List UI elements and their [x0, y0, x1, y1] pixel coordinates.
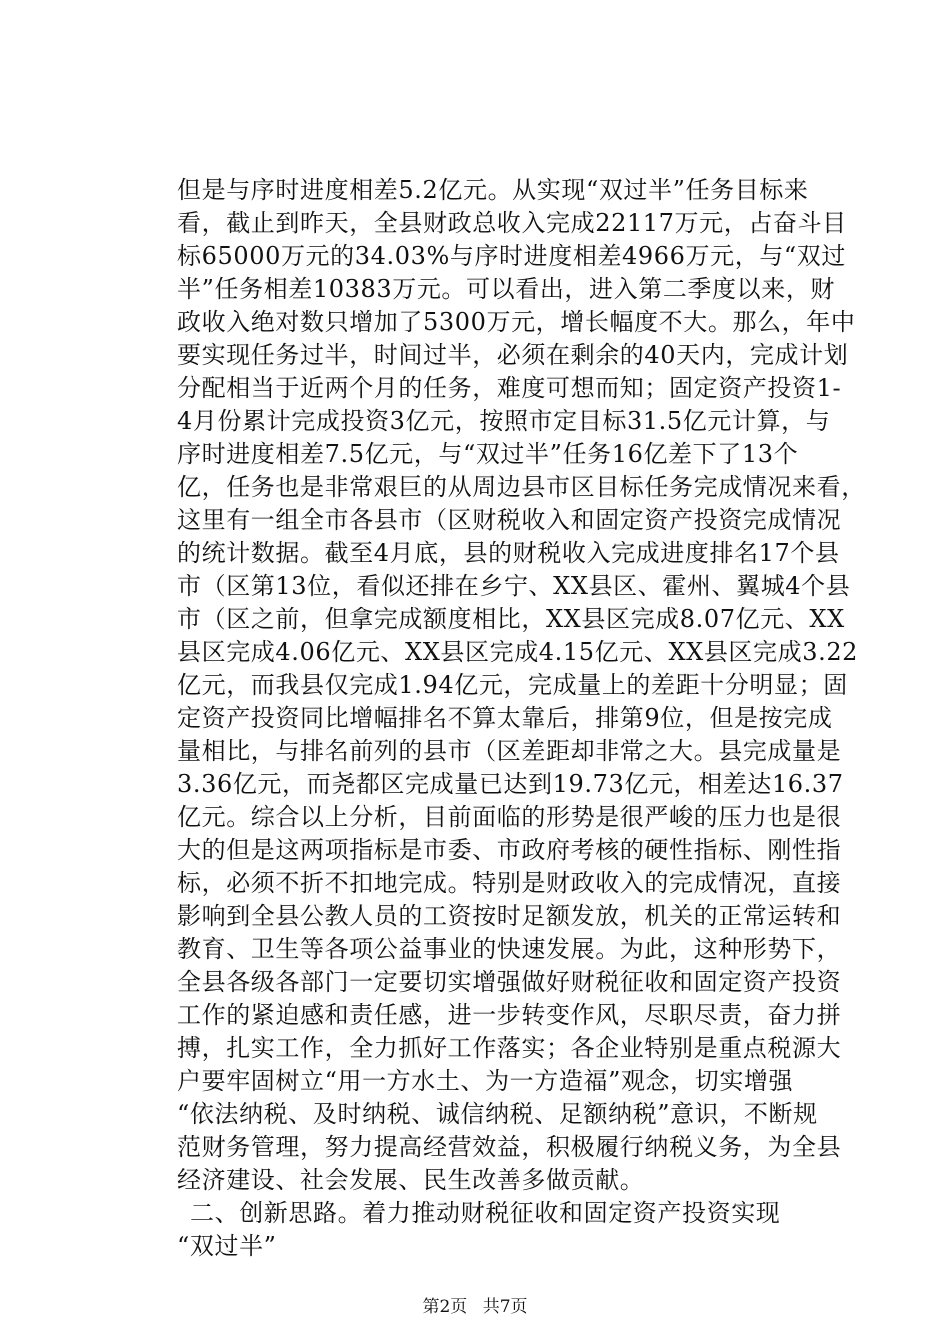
body-line: 半”任务相差10383万元。可以看出，进入第二季度以来，财 — [177, 275, 836, 303]
body-line: 县区完成4.06亿元、XX县区完成4.15亿元、XX县区完成3.22 — [177, 638, 859, 666]
body-line: 3.36亿元，而尧都区完成量已达到19.73亿元，相差达16.37 — [177, 770, 844, 798]
body-line: 大的但是这两项指标是市委、市政府考核的硬性指标、刚性指 — [177, 836, 842, 864]
body-line: 工作的紧迫感和责任感，进一步转变作风，尽职尽责，奋力拼 — [177, 1001, 842, 1029]
section-heading: 二、创新思路。着力推动财税征收和固定资产投资实现 — [190, 1199, 781, 1227]
body-line: 4月份累计完成投资3亿元，按照市定目标31.5亿元计算，与 — [177, 407, 831, 435]
page-number-current: 第2页 — [422, 1297, 468, 1317]
body-line: 亿元。综合以上分析，目前面临的形势是很严峻的压力也是很 — [177, 803, 842, 831]
body-line: 教育、卫生等各项公益事业的快速发展。为此，这种形势下， — [177, 935, 842, 963]
page-number-total: 共7页 — [482, 1297, 528, 1317]
body-line: 户要牢固树立“用一方水土、为一方造福”观念，切实增强 — [177, 1067, 794, 1095]
page-footer — [0, 1296, 950, 1318]
body-line: 这里有一组全市各县市（区财税收入和固定资产投资完成情况 — [177, 506, 842, 534]
body-line: “依法纳税、及时纳税、诚信纳税、足额纳税”意识，不断规 — [177, 1100, 818, 1128]
body-line: 量相比，与排名前列的县市（区差距却非常之大。县完成量是 — [177, 737, 842, 765]
section-heading-continuation: “双过半” — [177, 1232, 277, 1260]
body-line: 的统计数据。截至4月底，县的财税收入完成进度排名17个县 — [177, 539, 840, 567]
body-line: 影响到全县公教人员的工资按时足额发放，机关的正常运转和 — [177, 902, 842, 930]
body-line: 政收入绝对数只增加了5300万元，增长幅度不大。那么，年中 — [177, 308, 856, 336]
body-line: 定资产投资同比增幅排名不算太靠后，排第9位，但是按完成 — [177, 704, 833, 732]
body-line: 范财务管理，努力提高经营效益，积极履行纳税义务，为全县 — [177, 1133, 842, 1161]
body-line: 亿，任务也是非常艰巨的从周边县市区目标任务完成情况来看， — [177, 473, 866, 501]
body-line: 经济建设、社会发展、民生改善多做贡献。 — [177, 1166, 645, 1194]
body-line: 标65000万元的34.03%与序时进度相差4966万元，与“双过 — [177, 242, 847, 270]
body-line: 看，截止到昨天，全县财政总收入完成22117万元，占奋斗目 — [177, 209, 847, 237]
body-line: 搏，扎实工作，全力抓好工作落实；各企业特别是重点税源大 — [177, 1034, 842, 1062]
body-line: 市（区第13位，看似还排在乡宁、XX县区、霍州、翼城4个县 — [177, 572, 851, 600]
body-line: 全县各级各部门一定要切实增强做好财税征收和固定资产投资 — [177, 968, 842, 996]
body-line: 标，必须不折不扣地完成。特别是财政收入的完成情况，直接 — [177, 869, 842, 897]
body-line: 序时进度相差7.5亿元，与“双过半”任务16亿差下了13个 — [177, 440, 799, 468]
body-line: 要实现任务过半，时间过半，必须在剩余的40天内，完成计划 — [177, 341, 849, 369]
body-line: 分配相当于近两个月的任务，难度可想而知；固定资产投资1- — [177, 374, 842, 402]
body-line: 亿元，而我县仅完成1.94亿元，完成量上的差距十分明显；固 — [177, 671, 848, 699]
body-line: 市（区之前，但拿完成额度相比，XX县区完成8.07亿元、XX — [177, 605, 845, 633]
body-line: 但是与序时进度相差5.2亿元。从实现“双过半”任务目标来 — [177, 176, 809, 204]
